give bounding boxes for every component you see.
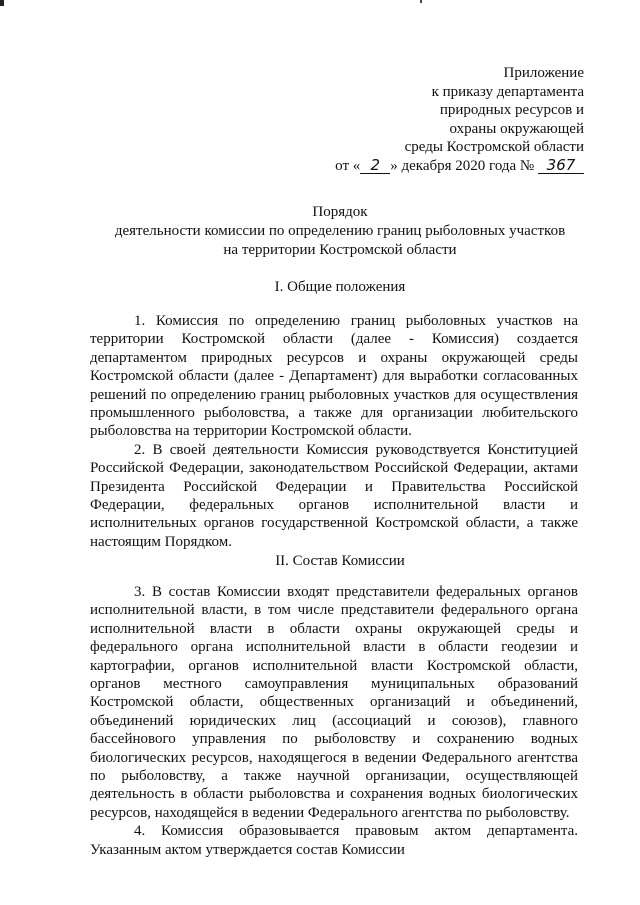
section-body-general	[90, 312, 578, 551]
handwritten-order-number: 367	[538, 158, 584, 174]
paragraph-4: 4. Комиссия образовывается правовым актом департамента. Указанным актом утверждается состав Комиссии	[90, 823, 578, 858]
section-heading-general: I. Общие положения	[274, 279, 406, 295]
section-heading-composition: II. Состав Комиссии	[275, 553, 405, 569]
appendix-label: Приложение	[503, 65, 584, 81]
appendix-date-line	[284, 157, 584, 176]
date-middle: » декабря 2020 года №	[390, 157, 535, 174]
appendix-department-line1: природных ресурсов и	[439, 102, 584, 118]
appendix-department-line2: охраны окружающей	[449, 120, 584, 137]
handwritten-day: 2	[360, 158, 390, 174]
title-line-2: деятельности комиссии по определению границ рыболовных участков	[114, 223, 566, 239]
title-line-1: Порядок	[312, 204, 368, 220]
date-prefix: от «	[335, 157, 361, 174]
paragraph-1: 1. Комиссия по определению границ рыболовных участков на территории Костромской области (далее - Комиссия) создается департаментом природных ресурсов и охраны окружающей среды Костромской области (далее - Департамент) для выработки согласованных решений по определению границ рыболовных участков для осуществления промышленного рыболовства, а также для организации любительского рыболовства на территории Костромской области.	[90, 313, 578, 440]
document-title	[90, 203, 590, 260]
scan-top-mark	[420, 0, 422, 3]
appendix-order-ref: к приказу департамента	[431, 83, 584, 100]
paragraph-2: 2. В своей деятельности Комиссия руководствуется Конституцией Российской Федерации, законодательством Российской Федерации, актами Президента Российской Федерации и Правительства Российской Федерации, федеральных органов исполнительной власти и исполнительных органов государственной Костромской области, а также настоящим Порядком.	[90, 441, 578, 550]
appendix-block	[284, 64, 584, 175]
paragraph-3: 3. В состав Комиссии входят представители федеральных органов исполнительной власти, в том числе представители федерального органа исполнительной власти в области охраны окружающей среды и федерального органа исполнительной власти в области геодезии и картографии, органов исполнительной власти Костромской области, органов местного самоуправления муниципальных образований Костромской области, общественных организаций и объединений, объединений юридических лиц (ассоциаций и союзов), главного бассейнового управления по рыболовству и сохранению водных биологических ресурсов, находящегося в ведении Федерального агентства по рыболовству, а также научной организации, осуществляющей деятельность в области рыболовства и сохранения водных биологических ресурсов, находящейся в ведении Федерального агентства по рыболовству.	[90, 584, 578, 821]
scan-corner-mark	[0, 0, 4, 6]
title-line-3: на территории Костромской области	[223, 242, 457, 258]
section-body-composition	[90, 583, 578, 859]
appendix-department-line3: среды Костромской области	[404, 139, 584, 155]
